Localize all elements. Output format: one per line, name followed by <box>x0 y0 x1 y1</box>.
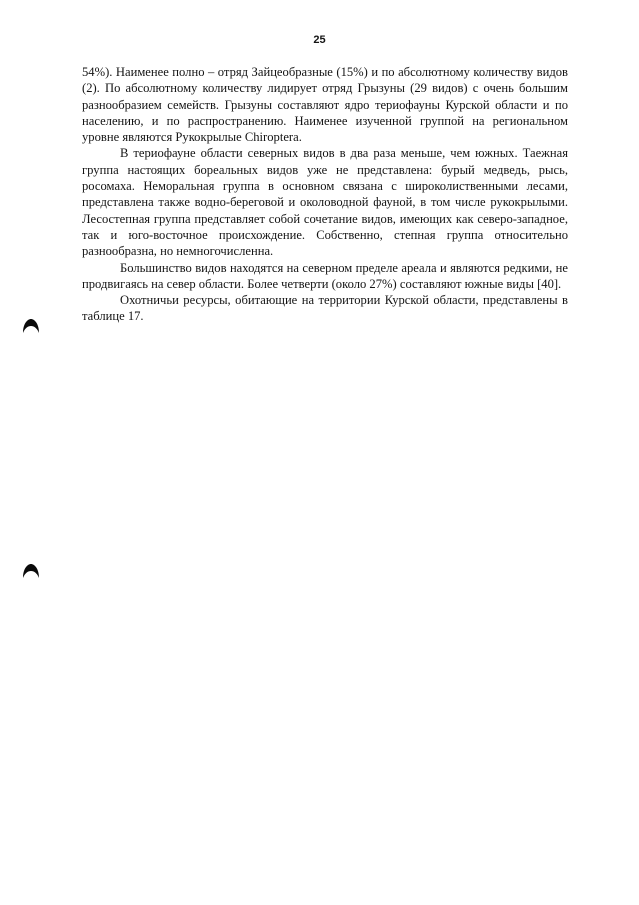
binder-hole-icon <box>22 318 40 334</box>
document-body <box>82 64 568 325</box>
paragraph-range-limit: Большинство видов находятся на северном пределе ареала и являются редкими, не продвигаясь на север области. Более четверти (около 27%) составляют южные виды [40]. <box>82 260 568 291</box>
paragraph-continuation: 54%). Наименее полно – отряд Зайцеобразные (15%) и по абсолютному количеству видов (2). По абсолютному количеству лидирует отряд Грызуны (29 видов) с очень большим разнообразием семейств. Грызуны составляют ядро териофауны Курской области и по населению, и по распространению. Наименее изученной группой на региональном уровне являются Рукокрылые Chiroptera. <box>82 65 568 145</box>
binder-hole-icon <box>22 563 40 579</box>
page-number: 25 <box>313 34 326 46</box>
paragraph-hunting-resources: Охотничьи ресурсы, обитающие на территории Курской области, представлены в таблице 17. <box>82 293 568 324</box>
paragraph-northern-species: В териофауне области северных видов в два раза меньше, чем южных. Таежная группа настоящих бореальных видов уже не представлена: бурый медведь, рысь, росомаха. Неморальная группа в основном связана с широколиственными лесами, представлена также водно-береговой и околоводной фауной, в том числе рукокрылыми. Лесостепная группа представляет собой сочетание видов, имеющих как северо-западное, так и юго-восточное происхождение. Собственно, степная группа относительно разнообразна, но немногочисленна. <box>82 146 568 259</box>
